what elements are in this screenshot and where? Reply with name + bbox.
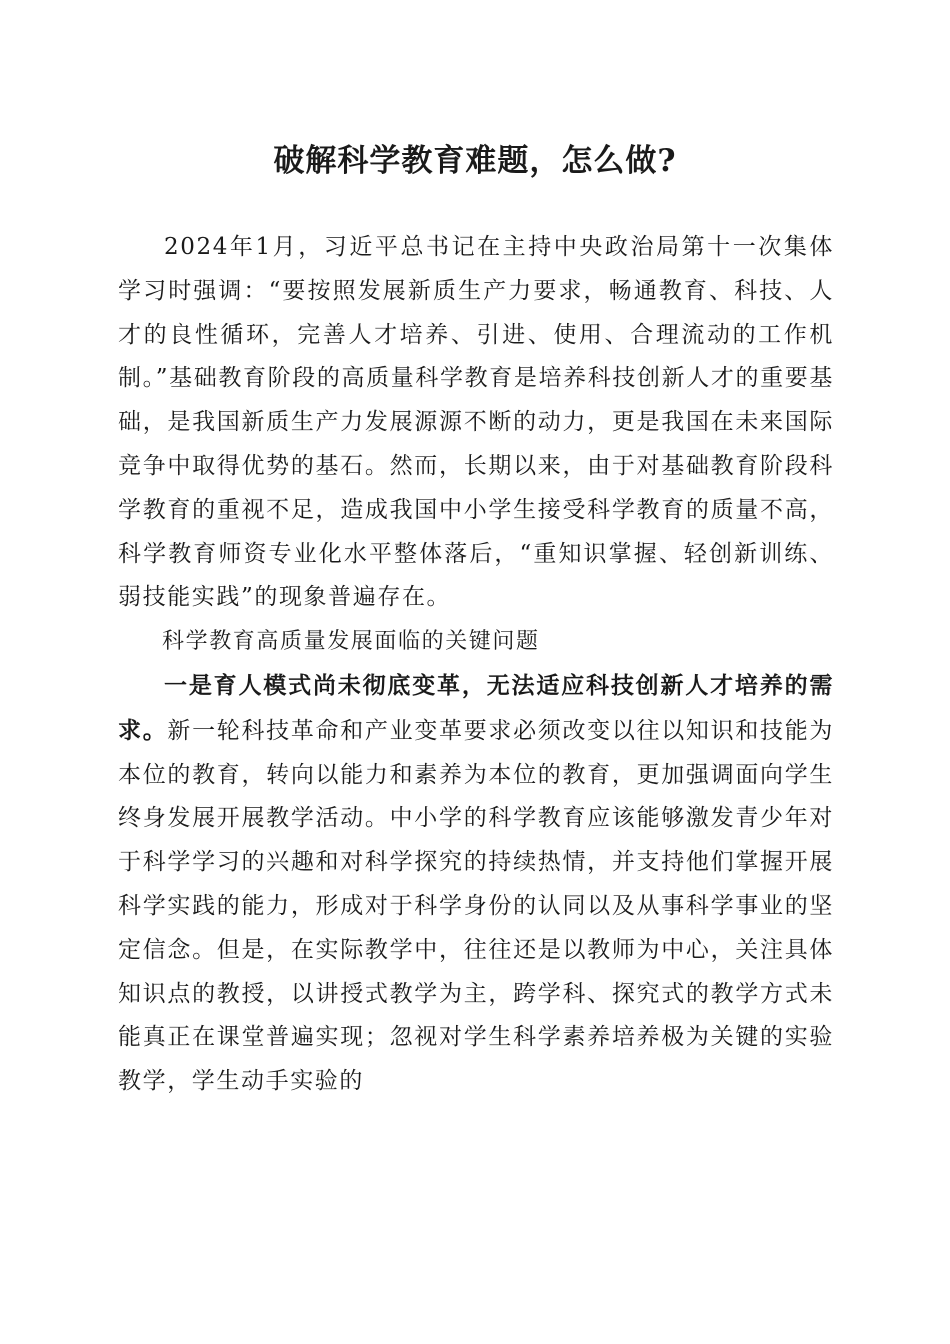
document-title: 破解科学教育难题，怎么做? <box>273 143 677 179</box>
paragraph-intro: 2024年1月，习近平总书记在主持中央政治局第十一次集体学习时强调：“要按照发展新质生产力要求，畅通教育、科技、人才的良性循环，完善人才培养、引进、使用、合理流动的工作机制。”基础教育阶段的高质量科学教育是培养科技创新人才的重要基础，是我国新质生产力发展源源不断的动力，更是我国在未来国际竞争中取得优势的基石。然而，长期以来，由于对基础教育阶段科学教育的重视不足，造成我国中小学生接受科学教育的质量不高，科学教育师资专业化水平整体落后，“重知识掌握、轻创新训练、弱技能实践”的现象普遍存在。 <box>118 234 834 611</box>
document-body <box>118 226 834 1104</box>
section-subheading: 科学教育高质量发展面临的关键问题 <box>162 629 540 655</box>
paragraph-body-text: 新一轮科技革命和产业变革要求必须改变以往以知识和技能为本位的教育，转向以能力和素养为本位的教育，更加强调面向学生终身发展开展教学活动。中小学的科学教育应该能够激发青少年对于科学学习的兴趣和对科学探究的持续热情，并支持他们掌握开展科学实践的能力，形成对于科学身份的认同以及从事科学事业的坚定信念。但是，在实际教学中，往往还是以教师为中心，关注具体知识点的教授，以讲授式教学为主，跨学科、探究式的教学方式未能真正在课堂普遍实现；忽视对学生科学素养培养极为关键的实验教学，学生动手实验的 <box>118 717 834 1095</box>
paragraph-problem-one <box>118 664 834 1104</box>
paragraph-lead-sentence: 一是育人模式尚未彻底变革，无法适应科技创新人才培养的需求。 <box>118 671 834 744</box>
